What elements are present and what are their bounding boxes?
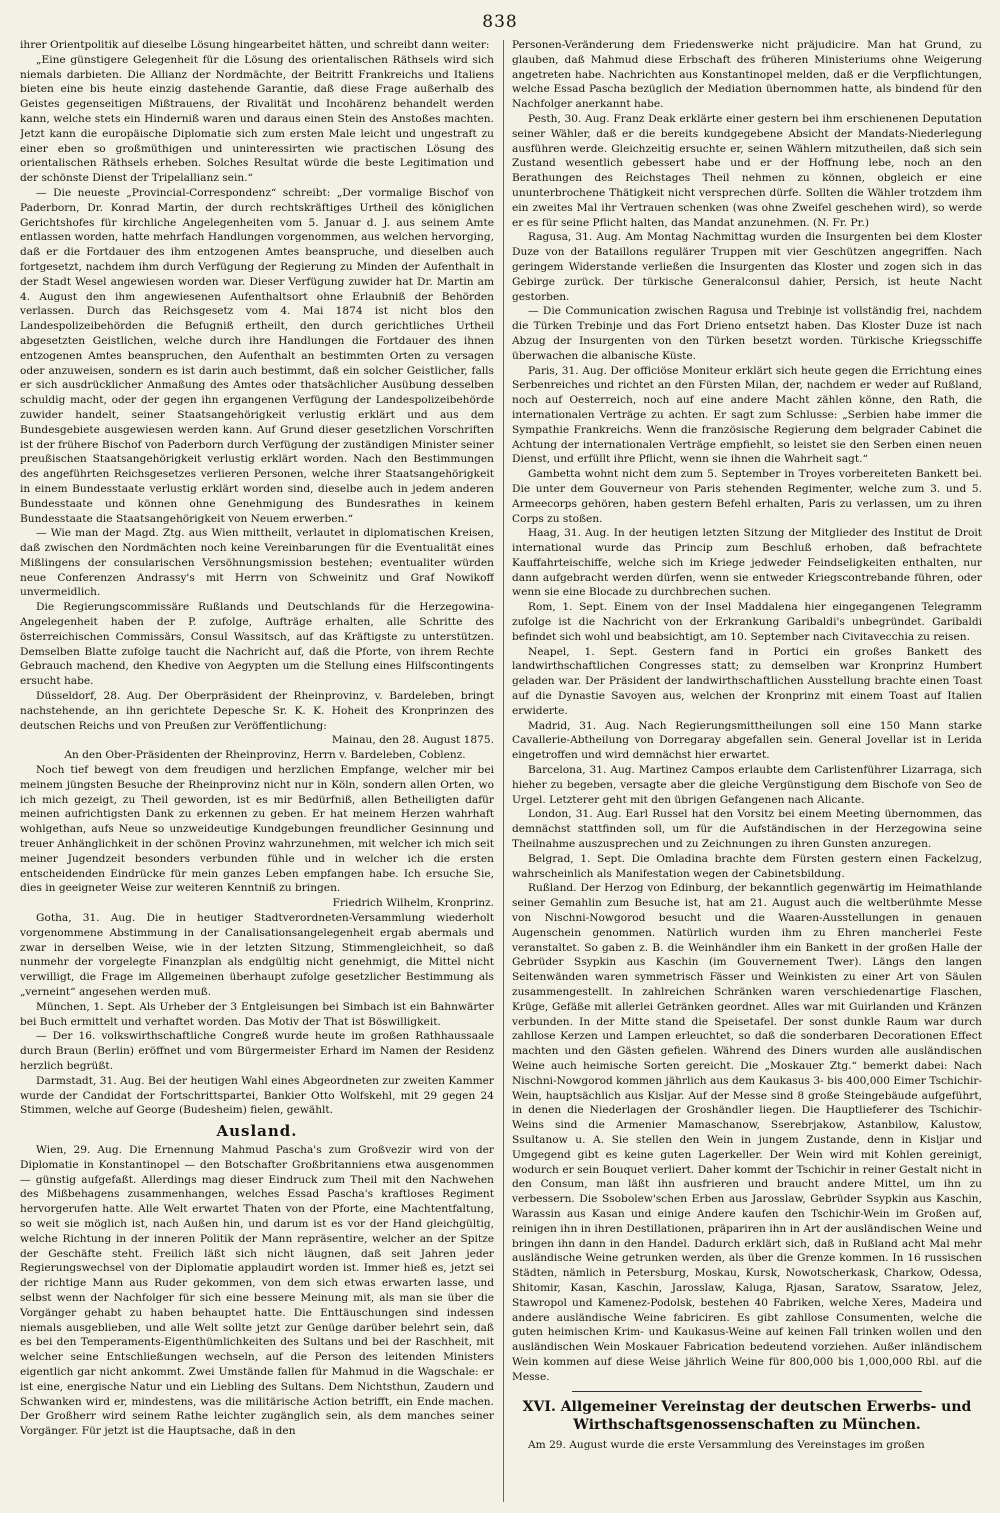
article-paragraph: Belgrad, 1. Sept. Die Omladina brachte dem Fürsten gestern einen Fackelzug, wahrscheinlich als Manifestation wegen der Cabinetsbildung. [512, 852, 982, 880]
article-paragraph: Personen-Veränderung dem Friedenswerke nicht präjudicire. Man hat Grund, zu glauben, daß Mahmud diese Erbschaft des früheren Ministeriums ohne Weigerung angetreten habe. Nachrichten aus Konstantinopel melden, daß er die Verpflichtungen, welche Essad Pascha bezüglich der Mediation übernommen hatte, als bindend für den Nachfolger anerkannt habe. [512, 39, 982, 111]
article-paragraph: — Der 16. volkswirthschaftliche Congreß wurde heute im großen Rathhaussaale durch Braun (Berlin) eröffnet und vom Bürgermeister Erhard im Namen der Residenz herzlich begrüßt. [20, 1030, 494, 1072]
letter-dateline: Mainau, den 28. August 1875. [331, 734, 494, 747]
article-paragraph: Die Regierungscommissäre Rußlands und Deutschlands für die Herzegowina-Angelegenheit haben der P. zufolge, Aufträge erhalten, alle Schritte des österreichischen Commissärs, Consul Wassitsch, auf das Kräftigste zu unterstützen. Demselben Blatte zufolge taucht die Nachricht auf, daß die Pforte, von ihrem Rechte Gebrauch machend, den Khedive von Aegypten um die Stellung eines Hilfscontingents ersucht habe. [20, 601, 494, 688]
article-paragraph: Pesth, 30. Aug. Franz Deak erklärte einer gestern bei ihm erschienenen Deputation seiner Wähler, daß er die bereits kundgegebene Absicht der Mandats-Niederlegung ausführen werde. Gleichzeitig ersuchte er, seinen Wählern mitzutheilen, daß sich sein Zustand wesentlich gebessert habe und er der Hoffnung lebe, noch an den Berathungen des Reichstages Theil nehmen zu können, obgleich er eine ununterbrochene Thätigkeit nicht versprechen dürfe. Sollten die Wähler trotzdem ihm ein zweites Mal ihr Vertrauen schenken (was ohne Zweifel geschehen wird), so werde er es für seine Pflicht halten, das Mandat anzunehmen. (N. Fr. Pr.) [512, 112, 982, 229]
article-paragraph: Madrid, 31. Aug. Nach Regierungsmittheilungen soll eine 150 Mann starke Cavallerie-Abtheilung von Dorregaray abgefallen sein. General Jovellar ist in Lerida eingetroffen und wird demnächst hier erwartet. [512, 719, 982, 762]
article-paragraph: „Eine günstigere Gelegenheit für die Lösung des orientalischen Räthsels wird sich niemals darbieten. Die Allianz der Nordmächte, der Beitritt Frankreichs und Italiens bieten eine bis heute einzig dastehende Garantie, daß diese Frage außerhalb des Geistes gegenseitigen Mißtrauens, der Rivalität und Incohärenz behandelt werden kann, welche stets ein Hinderniß waren und daraus einen Stein des Anstoßes machten. Jetzt kann die europäische Diplomatie sich zum ersten Male leicht und ungestraft zu einer eben so großmüthigen und uninteressirten wie practischen Lösung des orientalischen Räthsels erheben. Solches Resultat würde die beste Legitimation und der schönste Dienst der Tripelallianz sein.“ [20, 53, 494, 185]
article-paragraph: Rußland. Der Herzog von Edinburg, der bekanntlich gegenwärtig im Heimathlande seiner Gemahlin zum Besuche ist, hat am 21. August auch die weltberühmte Messe von Nischni-Nowgorod besucht und die Waaren-Ausstellungen in genauen Augenschein genommen. Natürlich wurden ihm zu Ehren mancherlei Feste veranstaltet. So gaben z. B. die Weinhändler ihm ein Bankett in der großen Halle der Gebrüder Ssypkin aus Kaschin (im Gouvernement Twer). Längs den langen Seitenwänden waren symmetrisch Fässer und Weinkisten zu einer Art von Säulen zusammengestellt. In zahlreichen Schränken waren verschiedenartige Flaschen, Krüge, Gefäße mit allerlei Getränken geordnet. Alles war mit Guirlanden und Kränzen verbunden. In der Mitte stand die Speisetafel. Der sonst dunkle Raum war durch zahllose Kerzen und Lampen erleuchtet, so daß die sonderbaren Decorationen Effect machten und den Gästen gefielen. Während des Diners wurden alle ausländischen Weine auch heimische Sorten gereicht. Die „Moskauer Ztg.“ bemerkt dabei: Nach Nischni-Nowgorod kommen jährlich aus dem Kaukasus 3- bis 400,000 Eimer Tschichir-Wein, hauptsächlich aus Kisljar. Auf der Messe sind 8 große Steingebäude aufgeführt, in denen die Niederlagen der Groshändler liegen. Die Hauptlieferer des Tschichir-Weins sind die Armenier Mamaschanow, Sserebrjakow, Astanbilow, Kalustow, Ssultanow u. A. Sie stellen den Wein in jungem Zustande, denn in Kisljar und Umgegend gibt es keine guten Lagerkeller. Der Wein wird mit Kohlen gereinigt, wodurch er sein Bouquet verliert. Daher kommt der Tschichir in reiner Gestalt nicht in den Consum, man läßt ihn ausfrieren und braucht andere Mittel, um ihn zu verbessern. Die Ssobolew'schen Erben aus Jarosslaw, Gebrüder Ssypkin aus Kaschin, Warassin aus Kasan und einige Andere kaufen den Tschichir-Wein im Großen auf, reinigen ihn in ihren Destillationen, präpariren ihn in Art der ausländischen Weine und bringen ihn dann in den Handel. Dadurch erklärt sich, daß in Rußland acht Mal mehr ausländische Weine getrunken werden, als über die Grenze kommen. In 16 russischen Städten, nämlich in Petersburg, Moskau, Kursk, Nowotscherkask, Charkow, Odessa, Shitomir, Kasan, Kaschin, Jarosslaw, Kaluga, Rjasan, Saratow, Ssaratow, Jelez, Stawropol und Kamenez-Podolsk, bestehen 40 Fabriken, welche Xeres, Madeira und andere ausländische Weine fabriciren. Es gibt zahllose Consumenten, welche die guten heimischen Krim- und Kaukasus-Weine auf keinen Fall trinken wollen und den ausländischen Wein Moskauer Fabrication bedeutend vorziehen. Außer inländischem Wein kommen auf diese Weise jährlich Weine für 800,000 bis 1,000,000 Rbl. auf die Messe. [512, 882, 982, 1383]
article-paragraph: Rom, 1. Sept. Einem von der Insel Maddalena hier eingegangenen Telegramm zufolge ist die Nachricht von der Erkrankung Garibaldi's unbegründet. Garibaldi befindet sich wohl und beabsichtigt, am 10. September nach Civitavecchia zu reisen. [512, 601, 982, 643]
letter-body: Noch tief bewegt von dem freudigen und herzlichen Empfange, welcher mir bei meinem jüngsten Besuche der Rheinprovinz nicht nur in Köln, sondern allen Orten, wo ich mich gezeigt, zu Theil geworden, ist es mir Bedürfniß, allen Betheiligten dafür meinen aufrichtigsten Dank zu erkennen zu geben. Er hat meinem Herzen wahrhaft wohlgethan, aufs Neue so unzweideutige Kundgebungen freundlicher Gesinnung und treuer Anhänglichkeit in der schönen Provinz wahrzunehmen, mit welcher ich mich seit meiner Jugendzeit besonders verbunden fühle und in welcher ich die ersten entscheidenden Eindrücke für mein ganzes Leben empfangen habe. Ich ersuche Sie, dies in geeigneter Weise zur weiteren Kenntniß zu bringen. [20, 764, 494, 895]
article-paragraph: Darmstadt, 31. Aug. Bei der heutigen Wahl eines Abgeordneten zur zweiten Kammer wurde der Candidat der Fortschrittspartei, Bankier Otto Wolfskehl, mit 29 gegen 24 Stimmen, welche auf George (Budesheim) fielen, gewählt. [20, 1074, 494, 1117]
article-paragraph: Düsseldorf, 28. Aug. Der Oberpräsident der Rheinprovinz, v. Bardeleben, bringt nachstehende, an ihn gerichtete Depesche Sr. K. K. Hoheit des Kronprinzen des deutschen Reichs und von Preußen zur Veröffentlichung: [20, 690, 494, 732]
article-paragraph: Gambetta wohnt nicht dem zum 5. September in Troyes vorbereiteten Bankett bei. Die unter dem Gouverneur von Paris stehenden Regimenter, welche zum 3. und 5. Armeecorps gehören, haben gestern Befehl erhalten, Paris zu verlassen, um zu ihren Corps zu stoßen. [512, 468, 982, 525]
article-paragraph: Gotha, 31. Aug. Die in heutiger Stadtverordneten-Versammlung wiederholt vorgenommene Abstimmung in der Canalisationsangelegenheit ergab abermals und zwar in derselben Weise, wie in der letzten Sitzung, Stimmengleichheit, so daß nunmehr der vorgelegte Finanzplan als endgültig nicht genehmigt, die Mittel nicht verwilligt, die Frage im Allgemeinen überhaupt zufolge gesetzlicher Bestimmung als „verneint“ angesehen werden muß. [20, 912, 494, 998]
article-paragraph: — Wie man der Magd. Ztg. aus Wien mittheilt, verlautet in diplomatischen Kreisen, daß zwischen den Nordmächten noch keine Vereinbarungen für die Eventualität eines Mißlingens der consularischen Versöhnungsmission bestehen; eventualiter würden neue Conferenzen Andrassy's mit Herrn von Schweinitz und Graf Nowikoff unvermeidlich. [20, 527, 494, 599]
section-heading-ausland: Ausland. [216, 1122, 298, 1141]
letter-addressee: An den Ober-Präsidenten der Rheinprovinz, Herrn v. Bardeleben, Coblenz. [64, 749, 466, 762]
article-paragraph: London, 31. Aug. Earl Russel hat den Vorsitz bei einem Meeting übernommen, das demnächst stattfinden soll, um für die Aufständischen in der Herzegowina seine Theilnahme auszusprechen und zu Zeichnungen zu ihren Gunsten anzuregen. [512, 808, 982, 851]
article-paragraph: Paris, 31. Aug. Der officiöse Moniteur erklärt sich heute gegen die Errichtung eines Serbenreiches und richtet an den Fürsten Milan, der, nachdem er weder auf Rußland, noch auf Oesterreich, noch auf eine andere Macht zählen könne, den Rath, die internationalen Verträge zu achten. Er sagt zum Schlusse: „Serbien habe immer die Sympathie Frankreichs. Wenn die französische Regierung dem belgrader Cabinet die Achtung der internationalen Verträge empfiehlt, so leistet sie den Serben einen neuen Dienst, und erfüllt ihre Pflicht, wenn sie ihnen die Wahrheit sagt.“ [512, 364, 982, 466]
article-paragraph: Ragusa, 31. Aug. Am Montag Nachmittag wurden die Insurgenten bei dem Kloster Duze von der Bataillons regulärer Truppen mit vier Geschützen angegriffen. Nach geringem Widerstande verließen die Insurgenten das Kloster und zogen sich in das Gebirge zurück. Der türkische Generalconsul dahier, Persich, ist heute Nacht gestorben. [512, 231, 982, 303]
left-column [20, 38, 494, 1504]
article-paragraph: Neapel, 1. Sept. Gestern fand in Portici ein großes Bankett des landwirthschaftlichen Congresses statt; zu demselben war Kronprinz Humbert geladen war. Der Präsident der landwirthschaftlichen Ausstellung brachte einen Toast auf die Dynastie Savoyen aus, welchen der Kronprinz mit einem Toast auf Italien erwiderte. [512, 645, 982, 717]
page-number: 838 [482, 12, 518, 32]
section-rule [572, 1391, 922, 1392]
article-paragraph: — Die Communication zwischen Ragusa und Trebinje ist vollständig frei, nachdem die Türken Trebinje und das Fort Drieno entsetzt haben. Das Kloster Duze ist nach Abzug der Insurgenten von den Türken besetzt worden. Türkische Kriegsschiffe überwachen die albanische Küste. [512, 305, 982, 362]
article-paragraph: Haag, 31. Aug. In der heutigen letzten Sitzung der Mitglieder des Institut de Droit international wurde das Princip zum Beschluß erhoben, daß befrachtete Kauffahrteischiffe, welche sich im Kriege jedweder Feindseligkeiten enthalten, nur dann aufgebracht werden dürfen, wenn sie entweder Kriegscontrebande führen, oder wenn sie eine Blocade zu durchbrechen suchen. [512, 527, 982, 599]
article-paragraph: Am 29. August wurde die erste Versammlung des Vereinstages im großen [528, 1438, 925, 1451]
letter-signature: Friedrich Wilhelm, Kronprinz. [332, 897, 494, 910]
article-paragraph: Barcelona, 31. Aug. Martinez Campos erlaubte dem Carlistenführer Lizarraga, sich hieher zu begeben, versagte aber die gleiche Vergünstigung dem Bischofe von Seo de Urgel. Letzterer geht mit den übrigen Gefangenen nach Alicante. [512, 764, 982, 806]
section-heading-xvi: XVI. Allgemeiner Vereinstag der deutschen Erwerbs- und Wirthschaftsgenossenschaften zu München. [522, 1398, 972, 1433]
article-paragraph: München, 1. Sept. Als Urheber der 3 Entgleisungen bei Simbach ist ein Bahnwärter bei Buch ermittelt und verhaftet worden. Das Motiv der That ist Böswilligkeit. [20, 1000, 494, 1028]
article-paragraph: — Die neueste „Provincial-Correspondenz“ schreibt: „Der vormalige Bischof von Paderborn, Dr. Konrad Martin, der durch rechtskräftiges Urtheil des königlichen Gerichtshofes für kirchliche Angelegenheiten vom 5. Januar d. J. aus seinem Amte entlassen worden, hatte mehrfach Handlungen vorgenommen, aus welchen hervorging, daß er die Fortdauer des ihm entzogenen Amtes beanspruche, und dieselben auch fortgesetzt, nachdem ihm durch Verfügung der Regierung zu Minden der Aufenthalt in der Stadt Wesel angewiesen worden war. Dieser Verfügung zuwider hat Dr. Martin am 4. August den ihm angewiesenen Aufenthaltsort ohne Erlaubniß der Behörden verlassen. Durch das Reichsgesetz vom 4. Mai 1874 ist nicht blos den Landespolizeibehörden die Befugniß ertheilt, den durch gerichtliches Urtheil abgesetzten Geistlichen, welche durch ihre Handlungen die Fortdauer des ihnen entzogenen Amtes beanspruchen, den Aufenthalt an bestimmten Orten zu versagen oder anzuweisen, sondern es ist darin auch bestimmt, daß ein solcher Geistlicher, falls er sich ausdrücklicher Anmaßung des Amtes oder thatsächlicher Ausübung desselben schuldig macht, oder der gegen ihn ergangenen Verfügung der Landespolizeibehörde zuwider handelt, seiner Staatsangehörigkeit verlustig erklärt und aus dem Bundesgebiete ausgewiesen werden kann. Auf Grund dieser gesetzlichen Vorschriften ist der frühere Bischof von Paderborn durch Verfügung der zuständigen Minister seiner preußischen Staatsangehörigkeit verlustig erklärt worden. Nach den Bestimmungen des angeführten Reichsgesetzes verlieren Personen, welche ihrer Staatsangehörigkeit in einem Bundesstaate verlustig erklärt worden sind, dieselbe auch in jedem anderen Bundesstaate und können ohne Genehmigung des Bundesrathes in keinem Bundesstaate die Staatsangehörigkeit von Neuem erwerben.“ [20, 186, 494, 525]
right-column [512, 38, 982, 1504]
column-divider [503, 40, 504, 1502]
article-paragraph: ihrer Orientpolitik auf dieselbe Lösung hingearbeitet hätten, und schreibt dann weiter: [20, 39, 490, 51]
article-paragraph: Wien, 29. Aug. Die Ernennung Mahmud Pascha's zum Großvezir wird von der Diplomatie in Konstantinopel — den Botschafter Großbritanniens etwa ausgenommen — günstig aufgefaßt. Allerdings mag dieser Eindruck zum Theil mit den Nachwehen des Mißbehagens zusammenhangen, welches Essad Pascha's kraftloses Regiment hervorgerufen hatte. Alle Welt erwartet Thaten von der Pforte, eine Machtentfaltung, so weit sie möglich ist, nach Außen hin, und darum ist es vor der Hand gleichgültig, welche Richtung in der inneren Politik der Mann repräsentire, welcher an der Spitze der Geschäfte steht. Freilich läßt sich nicht läugnen, daß seit Jahren jeder Regierungswechsel von der Diplomatie applaudirt worden ist. Immer hieß es, jetzt sei der richtige Mann aus Ruder gekommen, von dem sich etwas erwarten lasse, und selbst wenn der Nachfolger für sich eine bessere Meinung mit, als man sie über die Vorgänger gehabt zu haben behauptet hatte. Die Enttäuschungen sind indessen niemals ausgeblieben, und alle Welt sollte jetzt zur Genüge darüber belehrt sein, daß es bei den Temperaments-Eigenthümlichkeiten des Sultans und bei der Raschheit, mit welcher seine Entschließungen wechseln, auf die Person des leitenden Ministers eigentlich gar nicht ankommt. Zwei Umstände fallen für Mahmud in die Wagschale: er ist eine, energische Natur und ein Liebling des Sultans. Dem Nichtsthun, Zaudern und Schwanken wird er, mindestens, was die militärische Action betrifft, ein Ende machen. Der Großherr wird seinem Rathe leichter zugänglich sein, als dem manches seiner Vorgänger. Für jetzt ist die Hauptsache, daß in den [20, 1143, 494, 1438]
